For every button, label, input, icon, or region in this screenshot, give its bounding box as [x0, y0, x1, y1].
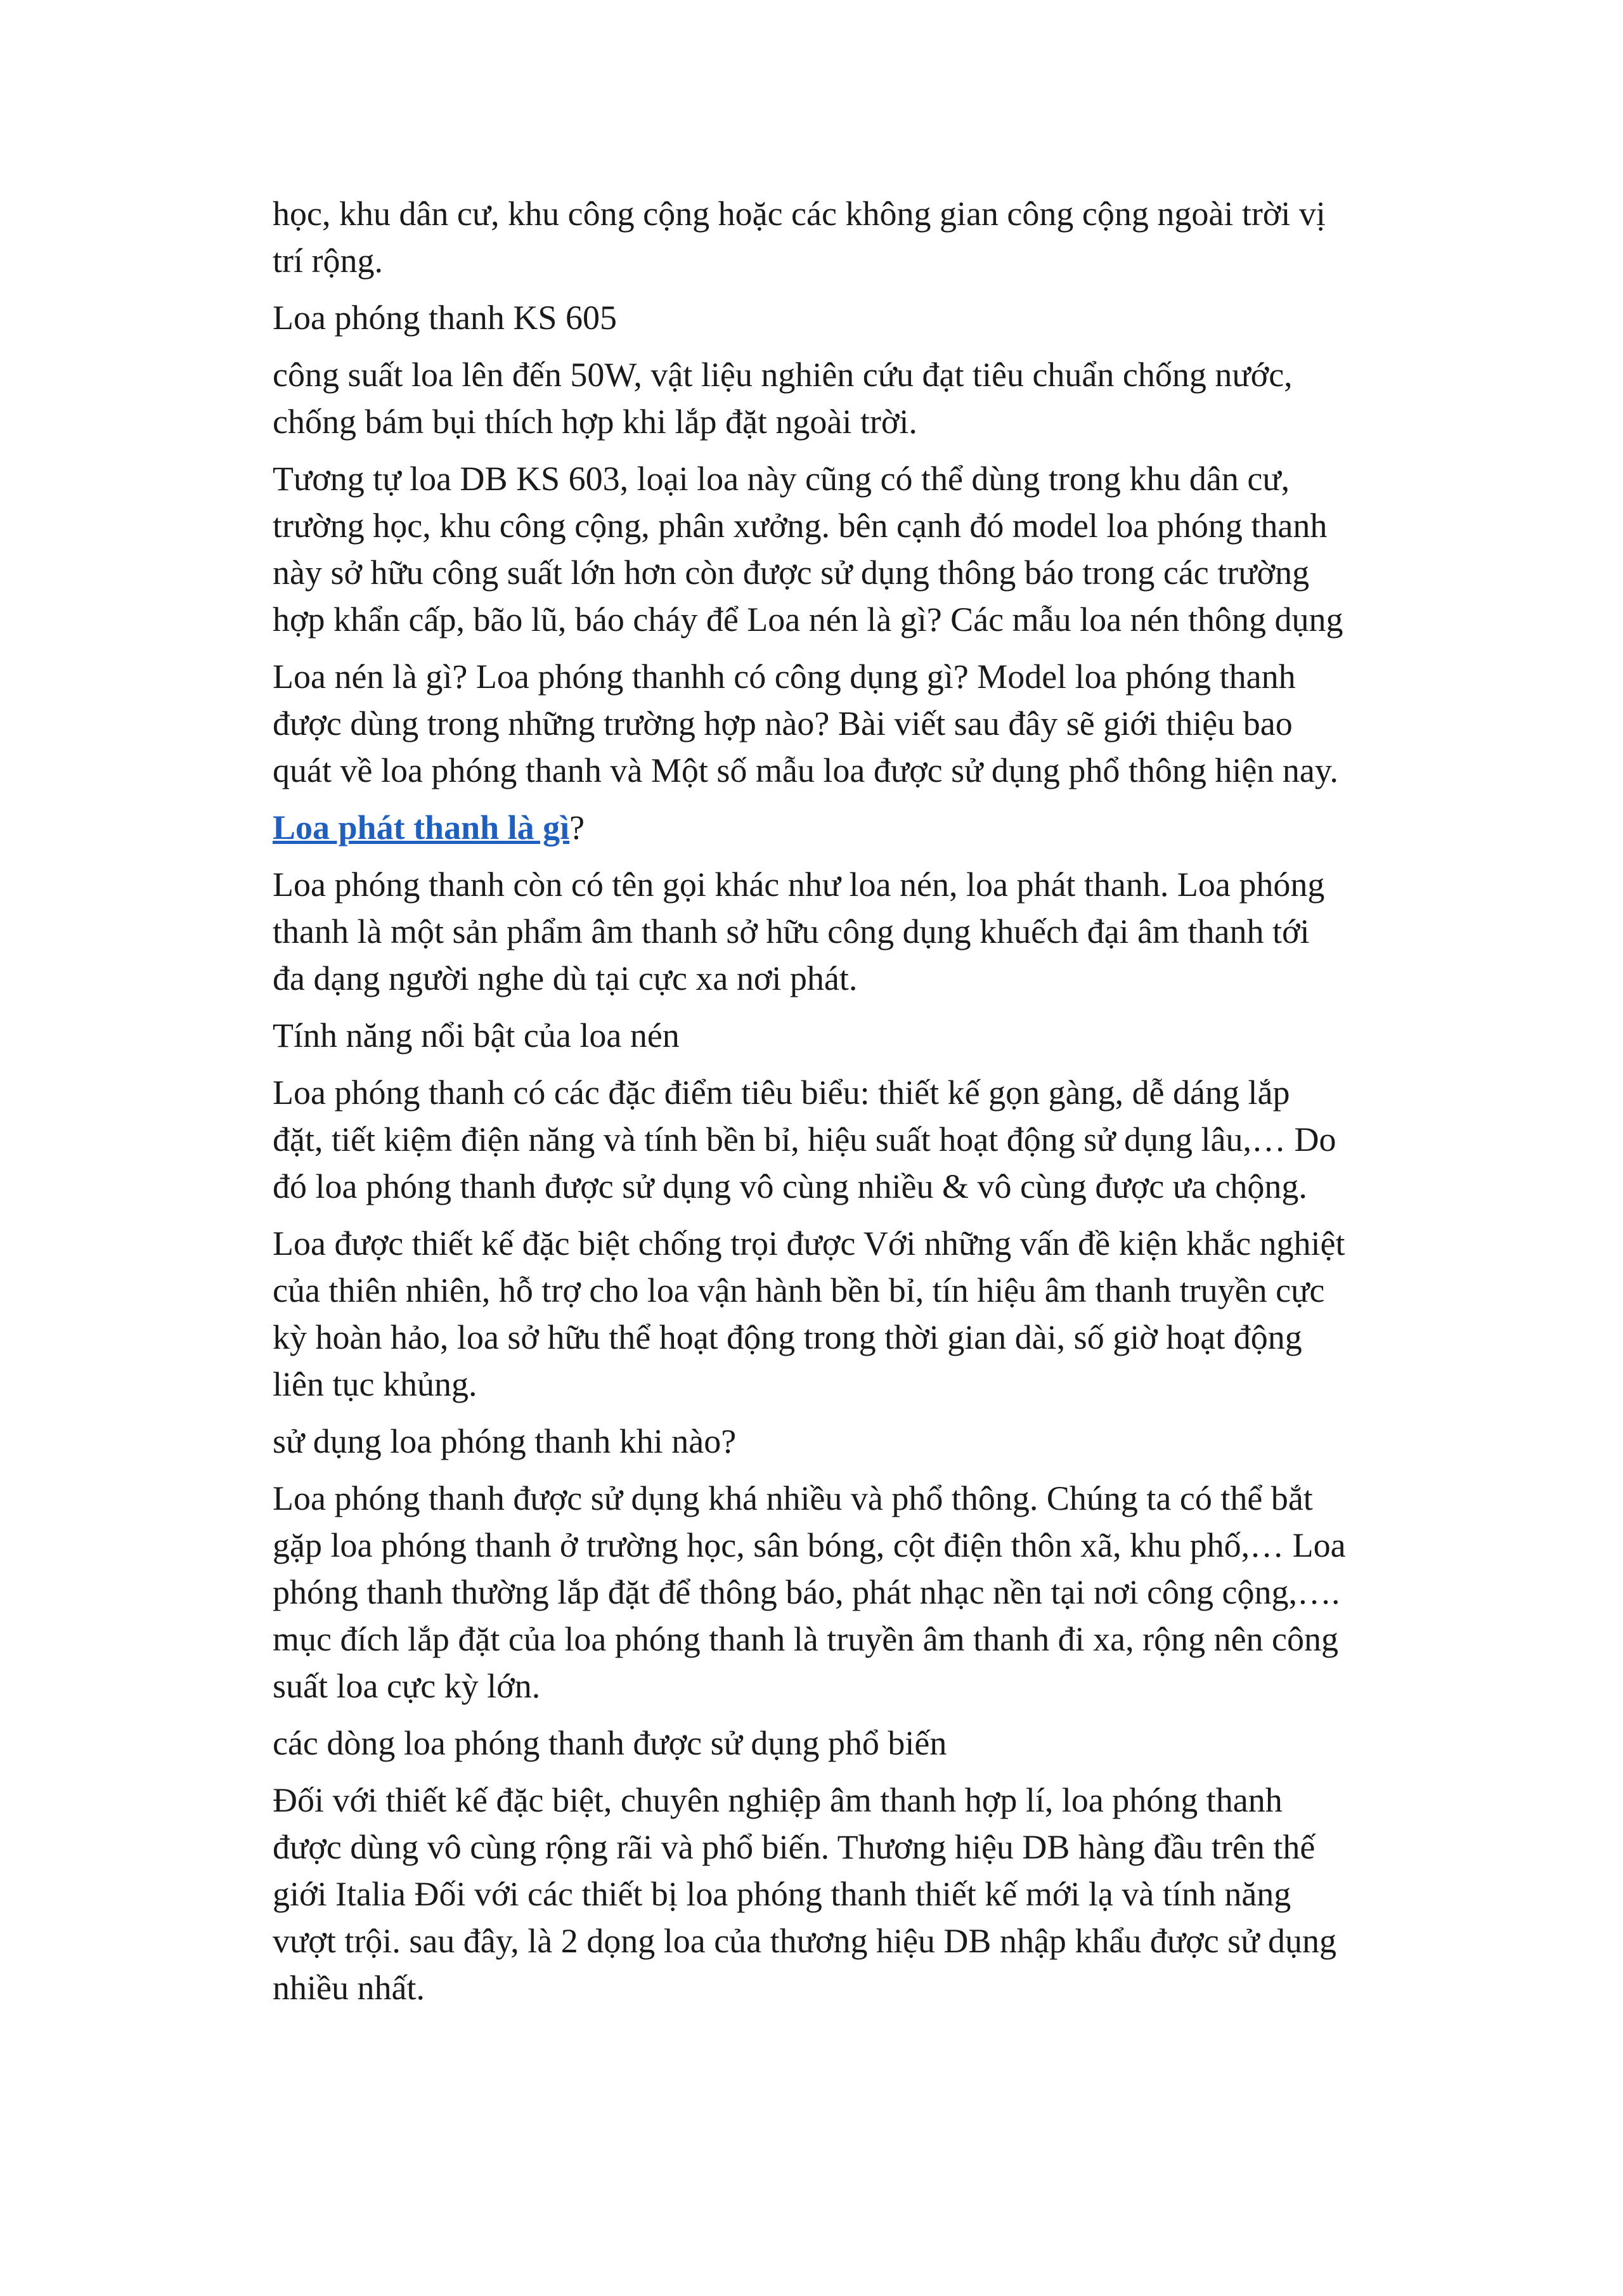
text-line: Loa phóng thanh còn có tên gọi khác như loa nén, loa phát thanh. Loa phóng [273, 866, 1325, 904]
text-line: mục đích lắp đặt của loa phóng thanh là truyền âm thanh đi xa, rộng nên công [273, 1620, 1339, 1658]
text-line: trường học, khu công cộng, phân xưởng. bên cạnh đó model loa phóng thanh [273, 507, 1328, 545]
text-line: Loa nén là gì? Loa phóng thanhh có công dụng gì? Model loa phóng thanh [273, 658, 1296, 696]
text-line: sử dụng loa phóng thanh khi nào? [273, 1422, 737, 1460]
text-line: hợp khẩn cấp, bão lũ, báo cháy để Loa nén là gì? Các mẫu loa nén thông dụng [273, 600, 1343, 639]
text-line: được dùng trong những trường hợp nào? Bài viết sau đây sẽ giới thiệu bao [273, 704, 1293, 743]
text-line: suất loa cực kỳ lớn. [273, 1667, 541, 1705]
text-line: các dòng loa phóng thanh được sử dụng phổ biến [273, 1724, 947, 1762]
text-line: liên tục khủng. [273, 1365, 477, 1403]
paragraph [273, 1069, 1477, 1210]
subheading-popular-lines [273, 1720, 1477, 1767]
subheading-ks-605 [273, 294, 1477, 341]
text-line: Đối với thiết kế đặc biệt, chuyên nghiệp âm thanh hợp lí, loa phóng thanh [273, 1781, 1283, 1819]
text-line: đó loa phóng thanh được sử dụng vô cùng nhiều & vô cùng được ưa chộng. [273, 1167, 1307, 1205]
heading-suffix: ? [569, 808, 585, 846]
text-line: thanh là một sản phẩm âm thanh sở hữu công dụng khuếch đại âm thanh tới [273, 912, 1310, 950]
text-line: Tính năng nổi bật của loa nén [273, 1016, 680, 1054]
paragraph [273, 190, 1477, 284]
document-body [273, 190, 1477, 2021]
text-line: Loa được thiết kế đặc biệt chống trọi được Với những vấn đề kiện khắc nghiệt [273, 1224, 1345, 1262]
paragraph [273, 861, 1477, 1002]
section-heading [273, 804, 1477, 851]
text-line: trí rộng. [273, 242, 383, 280]
text-line: đặt, tiết kiệm điện năng và tính bền bỉ, hiệu suất hoạt động sử dụng lâu,… Do [273, 1120, 1336, 1158]
text-line: chống bám bụi thích hợp khi lắp đặt ngoài trời. [273, 403, 917, 441]
text-line: quát về loa phóng thanh và Một số mẫu loa được sử dụng phổ thông hiện nay. [273, 751, 1338, 789]
text-line: được dùng vô cùng rộng rãi và phổ biến. Thương hiệu DB hàng đầu trên thế [273, 1828, 1316, 1866]
subheading-features [273, 1012, 1477, 1059]
text-line: kỳ hoàn hảo, loa sở hữu thể hoạt động trong thời gian dài, số giờ hoạt động [273, 1318, 1302, 1356]
subheading-when-to-use [273, 1418, 1477, 1465]
paragraph [273, 1475, 1477, 1709]
text-line: gặp loa phóng thanh ở trường học, sân bóng, cột điện thôn xã, khu phố,… Loa [273, 1526, 1346, 1564]
section-heading-line [273, 804, 1477, 851]
text-line: nhiều nhất. [273, 1969, 425, 2007]
text-line: Loa phóng thanh KS 605 [273, 299, 617, 337]
paragraph [273, 455, 1477, 643]
text-line: đa dạng người nghe dù tại cực xa nơi phát. [273, 959, 858, 997]
text-line: của thiên nhiên, hỗ trợ cho loa vận hành bền bỉ, tín hiệu âm thanh truyền cực [273, 1271, 1325, 1309]
heading-link[interactable]: Loa phát thanh là gì [273, 808, 570, 846]
text-line: giới Italia Đối với các thiết bị loa phóng thanh thiết kế mới lạ và tính năng [273, 1875, 1291, 1913]
paragraph [273, 1777, 1477, 2011]
text-line: này sở hữu công suất lớn hơn còn được sử dụng thông báo trong các trường [273, 554, 1310, 592]
paragraph [273, 1220, 1477, 1408]
text-line: Loa phóng thanh có các đặc điểm tiêu biểu: thiết kế gọn gàng, dễ dáng lắp [273, 1073, 1290, 1112]
text-line: học, khu dân cư, khu công cộng hoặc các không gian công cộng ngoài trời vị [273, 195, 1326, 233]
text-line: phóng thanh thường lắp đặt để thông báo, phát nhạc nền tại nơi công cộng,…. [273, 1573, 1340, 1611]
paragraph [273, 351, 1477, 445]
text-line: Loa phóng thanh được sử dụng khá nhiều và phổ thông. Chúng ta có thể bắt [273, 1479, 1313, 1517]
text-line: công suất loa lên đến 50W, vật liệu nghiên cứu đạt tiêu chuẩn chống nước, [273, 356, 1293, 394]
text-line: vượt trội. sau đây, là 2 dọng loa của thương hiệu DB nhập khẩu được sử dụng [273, 1922, 1336, 1960]
text-line: Tương tự loa DB KS 603, loại loa này cũng có thể dùng trong khu dân cư, [273, 460, 1290, 498]
paragraph [273, 653, 1477, 794]
